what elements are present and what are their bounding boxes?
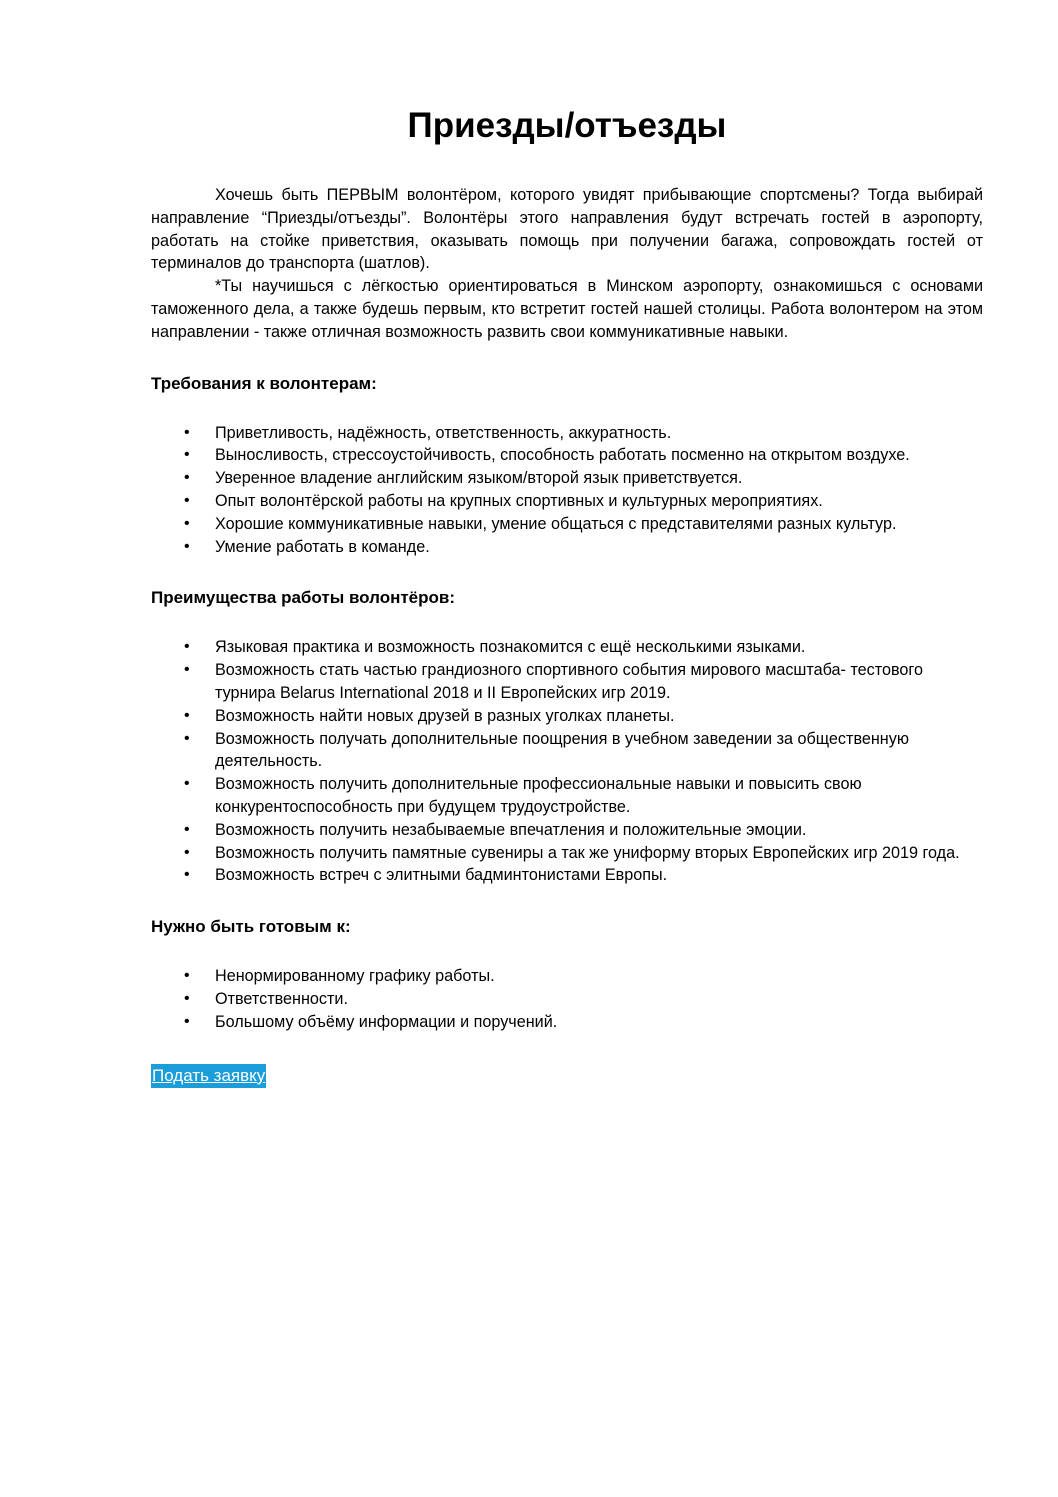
list-item xyxy=(151,728,983,774)
page-title: Приезды/отъезды xyxy=(407,106,727,145)
bullet-icon: • xyxy=(184,661,190,679)
list-item-text: Приветливость, надёжность, ответственность, аккуратность. xyxy=(215,423,672,442)
list-item-text: Хорошие коммуникативные навыки, умение общаться с представителями разных культур. xyxy=(215,514,897,533)
list-item xyxy=(151,422,983,445)
benefits-list xyxy=(151,636,983,887)
list-item-text: Возможность стать частью грандиозного спортивного события мирового масштаба- тестового турнира Belarus International 2018 и II Европейских игр 2019. xyxy=(215,661,923,702)
list-item-text: Опыт волонтёрской работы на крупных спортивных и культурных мероприятиях. xyxy=(215,491,823,510)
bullet-icon: • xyxy=(184,446,190,464)
list-item xyxy=(151,705,983,728)
list-item xyxy=(151,490,983,513)
list-item-text: Большому объёму информации и поручений. xyxy=(215,1012,558,1031)
list-item-text: Выносливость, стрессоустойчивость, способность работать посменно на открытом воздухе. xyxy=(215,446,910,465)
ready-list xyxy=(151,965,983,1033)
apply-section xyxy=(151,1064,983,1088)
bullet-icon: • xyxy=(184,514,190,532)
intro-section xyxy=(151,184,983,344)
bullet-icon: • xyxy=(184,729,190,747)
list-item-text: Возможность получить дополнительные профессиональные навыки и повысить свою конкурентоспособность при будущем трудоустройстве. xyxy=(215,775,862,816)
bullet-icon: • xyxy=(184,638,190,656)
list-item-text: Умение работать в команде. xyxy=(215,537,430,556)
list-item xyxy=(151,842,983,865)
bullet-icon: • xyxy=(184,866,190,884)
list-item xyxy=(151,773,983,819)
document-page xyxy=(151,102,983,1088)
requirements-list xyxy=(151,422,983,559)
list-item xyxy=(151,965,983,988)
intro-paragraph-2: *Ты научишься с лёгкостью ориентироваться в Минском аэропорту, ознакомишься с основами таможенного дела, а также будешь первым, кто встретит гостей нашей столицы. Работа волонтером на этом направлении - также отличная возможность развить свои коммуникативные навыки. xyxy=(151,277,983,341)
list-item xyxy=(151,536,983,559)
list-item xyxy=(151,1011,983,1034)
list-item xyxy=(151,467,983,490)
benefits-heading: Преимущества работы волонтёров: xyxy=(151,588,456,608)
bullet-icon: • xyxy=(184,843,190,861)
requirements-heading: Требования к волонтерам: xyxy=(151,373,377,393)
list-item xyxy=(151,988,983,1011)
list-item-text: Языковая практика и возможность познакомится с ещё несколькими языками. xyxy=(215,638,806,657)
bullet-icon: • xyxy=(184,469,190,487)
list-item-text: Возможность получать дополнительные поощрения в учебном заведении за общественную деятельность. xyxy=(215,729,909,771)
list-item xyxy=(151,636,983,659)
list-item-text: Возможность найти новых друзей в разных уголках планеты. xyxy=(215,706,675,725)
bullet-icon: • xyxy=(184,1012,190,1030)
bullet-icon: • xyxy=(184,989,190,1007)
list-item-text: Возможность получить памятные сувениры а так же униформу вторых Европейских игр 2019 года. xyxy=(215,843,960,862)
list-item-text: Ответственности. xyxy=(215,989,348,1008)
list-item-text: Ненормированному графику работы. xyxy=(215,967,495,986)
apply-link[interactable]: Подать заявку xyxy=(151,1064,266,1088)
bullet-icon: • xyxy=(184,967,190,985)
ready-heading: Нужно быть готовым к: xyxy=(151,917,351,937)
list-item-text: Возможность получить незабываемые впечатления и положительные эмоции. xyxy=(215,820,807,839)
list-item xyxy=(151,864,983,887)
bullet-icon: • xyxy=(184,820,190,838)
bullet-icon: • xyxy=(184,537,190,555)
bullet-icon: • xyxy=(184,775,190,793)
list-item-text: Возможность встреч с элитными бадминтонистами Европы. xyxy=(215,866,668,885)
bullet-icon: • xyxy=(184,706,190,724)
bullet-icon: • xyxy=(184,423,190,441)
intro-paragraph-1: Хочешь быть ПЕРВЫМ волонтёром, которого увидят прибывающие спортсмены? Тогда выбирай направление “Приезды/отъезды”. Волонтёры этого направления будут встречать гостей в аэропорту, работать на стойке приветствия, оказывать помощь при получении багажа, сопровождать гостей от терминалов до транспорта (шатлов). xyxy=(151,186,983,273)
list-item xyxy=(151,659,983,705)
list-item xyxy=(151,513,983,536)
list-item xyxy=(151,819,983,842)
bullet-icon: • xyxy=(184,491,190,509)
list-item-text: Уверенное владение английским языком/второй язык приветствуется. xyxy=(215,469,743,488)
list-item xyxy=(151,444,983,467)
